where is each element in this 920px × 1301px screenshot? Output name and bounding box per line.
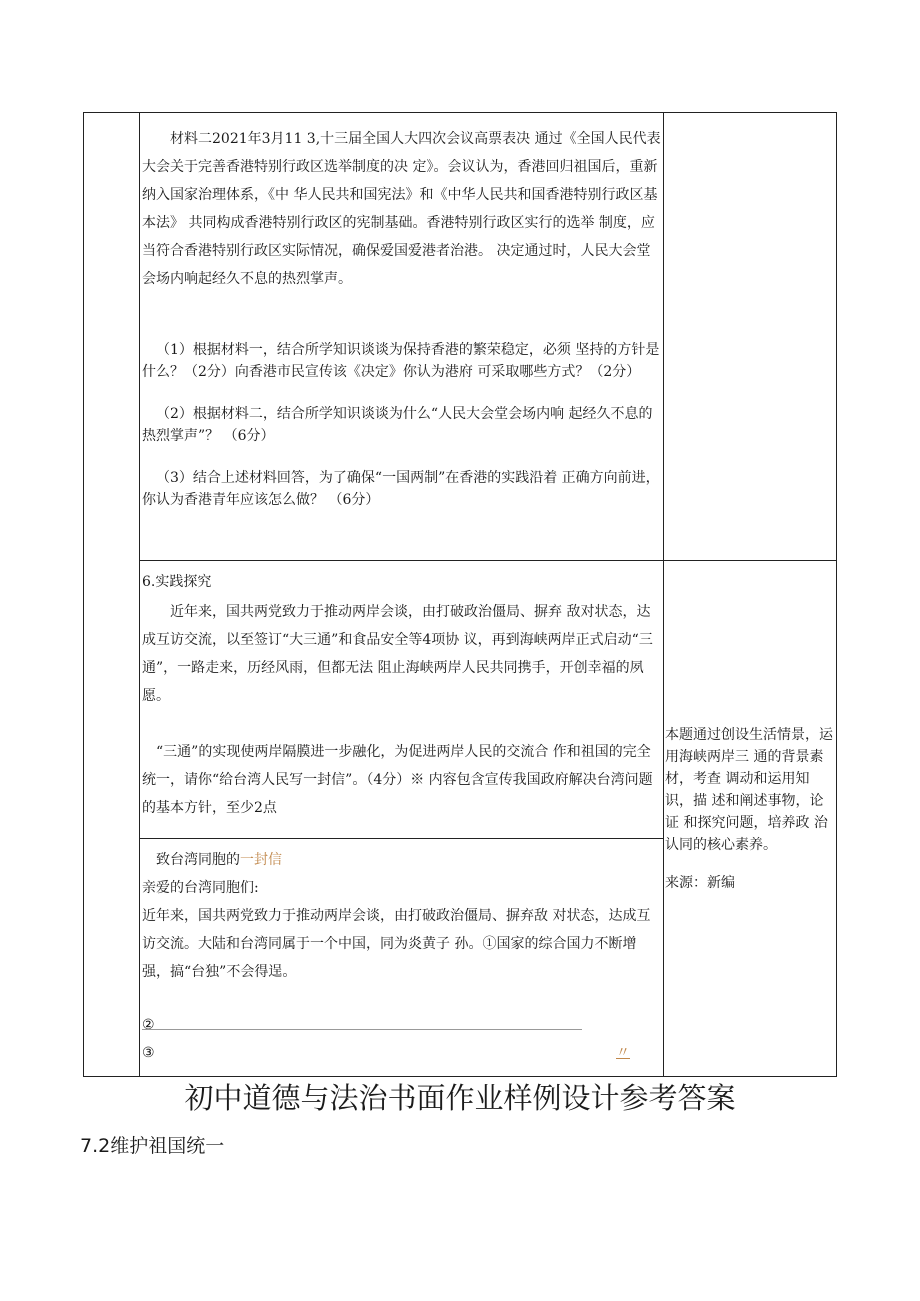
material-two-text: 材料二2021年3月11 3,十三届全国人大四次会议高票表决 通过《全国人民代表大会关于完善香港特别行政区选举制度的决 定》。会议认为，香港回归祖国后，重新纳入国家治理体系，《中 华人民共和国宪法》和《中华人民共和国香港特别行政区基本法》 共同构成香港特别行政区的宪制基础。香港特别行政区实行的选举 制度，应当符合香港特别行政区实际情况，确保爱国爱港者治港。 决定通过时，人民大会堂会场内响起经久不息的热烈掌声。 xyxy=(142,131,661,287)
row-divider-1 xyxy=(139,560,837,561)
letter-cell xyxy=(142,846,662,986)
question-2: （2）根据材料二，结合所学知识谈谈为什么“人民大会堂会场内响 起经久不息的热烈掌声”？ （6分） xyxy=(142,406,653,444)
side-note-cell xyxy=(665,724,833,894)
side-note-text: 本题通过创设生活情景，运用海峡两岸三 通的背景素材，考查 调动和运用知识，描 述和阐述事物，论证 和探究问题，培养政 治认同的核心素养。 xyxy=(665,727,833,853)
column-divider-right xyxy=(663,113,664,1076)
letter-body: 近年来，国共两党致力于推动两岸会谈，由打破政治僵局、摒弃敌 对状态，达成互访交流。大陆和台湾同属于一个中国，同为炎黄子 孙。①国家的综合国力不断增强，搞“台独”不会得逞。 xyxy=(142,908,651,980)
letter-end-mark: 〃 xyxy=(616,1045,630,1061)
worksheet-table xyxy=(83,112,837,1077)
answer-line-2 xyxy=(142,1029,582,1030)
material-two-cell xyxy=(142,125,662,293)
questions-cell xyxy=(142,339,662,511)
practice-paragraph-1: 近年来，国共两党致力于推动两岸会谈，由打破政治僵局、摒弃 敌对状态，达成互访交流，以至签订“大三通”和食品安全等4项协 议，再到海峡两岸正式启动“三通”，一路走来，历经风雨，但都无法 阻止海峡两岸人民共同携手，开创幸福的夙愿。 xyxy=(142,604,653,704)
answer-mark-3: ③ xyxy=(142,1045,155,1061)
letter-title xyxy=(142,846,662,874)
page-title: 初中道德与法治书面作业样例设计参考答案 xyxy=(184,1081,736,1115)
practice-cell xyxy=(142,568,662,822)
letter-title-prefix: 致台湾同胞的 xyxy=(156,852,240,868)
row-divider-2 xyxy=(139,838,663,839)
column-divider-left xyxy=(139,113,140,1076)
practice-paragraph-2: “三通”的实现使两岸隔膜进一步融化，为促进两岸人民的交流合 作和祖国的完全统一，请你“给台湾人民写一封信”。（4分）※ 内容包含宣传我国政府解决台湾问题的基本方针，至少2点 xyxy=(142,744,653,816)
practice-heading: 6.实践探究 xyxy=(142,574,212,590)
side-note-source: 来源：新编 xyxy=(665,875,735,891)
question-1: （1）根据材料一，结合所学知识谈谈为保持香港的繁荣稳定，必须 坚持的方针是什么？（2分）向香港市民宣传该《决定》你认为港府 可采取哪些方式？（2分） xyxy=(142,342,660,380)
answer-mark-2: ② xyxy=(142,1017,155,1033)
letter-title-suffix: 一封信 xyxy=(240,852,282,868)
section-subtitle: 7.2维护祖国统一 xyxy=(80,1135,225,1157)
letter-greeting: 亲爱的台湾同胞们: xyxy=(142,880,259,896)
question-3: （3）结合上述材料回答，为了确保“一国两制”在香港的实践沿着 正确方向前进，你认为香港青年应该怎么做？ （6分） xyxy=(142,470,660,508)
